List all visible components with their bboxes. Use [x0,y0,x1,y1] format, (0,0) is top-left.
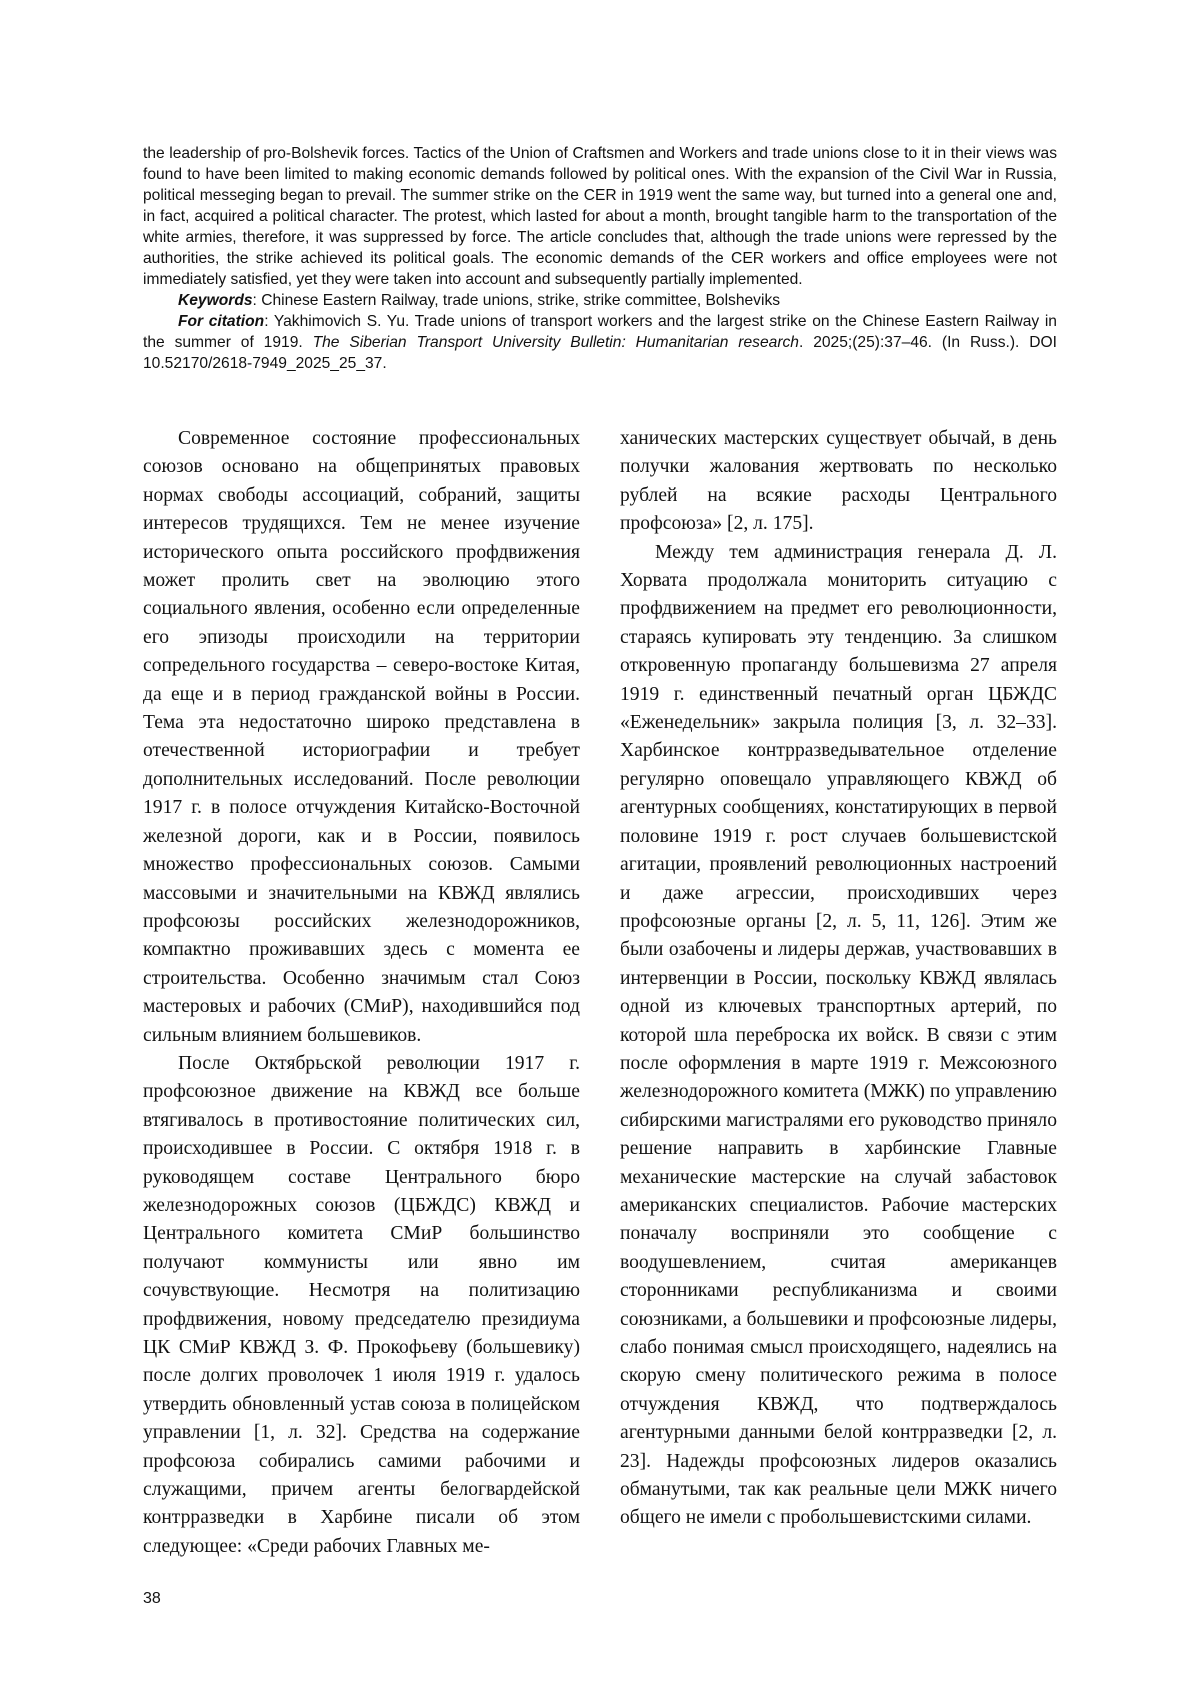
citation-label: For citation [178,313,265,330]
article-body [143,425,1057,1561]
citation-tail: . 2025;(25):37–46. (In Russ.). DOI 10.52170/2618-7949_2025_25_37. [143,334,1057,372]
citation-line [143,311,1057,374]
paragraph-continuation: ханических мастерских существует обычай, в день получки жалования жертвовать по несколько рублей на всякие расходы Центрального профсоюза» [2, л. 175]. [620,428,1057,535]
citation-journal: The Siberian Transport University Bulletin: Humanitarian research [312,334,799,351]
left-column [143,425,580,1561]
paragraph: Современное состояние профессиональных союзов основано на общепринятых правовых нормах свободы ассоциаций, собраний, защиты интересов трудящихся. Тем не менее изучение исторического опыта российского профдвижения может пролить свет на эволюцию этого социального явления, особенно если определенные его эпизоды происходили на территории сопредельного государства – северо-востоке Китая, да еще и в период гражданской войны в России. Тема эта недостаточно широко представлена в отечественной историографии и требует дополнительных исследований. После революции 1917 г. в полосе отчуждения Китайско-Восточной железной дороги, как и в России, появилось множество профессиональных союзов. Самыми массовыми и значительными на КВЖД являлись профсоюзы российских железнодорожников, компактно проживавших здесь с момента ее строительства. Особенно значимым стал Союз мастеровых и рабочих (СМиР), находившийся под сильным влиянием большевиков. [143,428,580,1046]
keywords-text: : Chinese Eastern Railway, trade unions, strike, strike committee, Bolsheviks [252,292,781,309]
keywords-label: Keywords [178,292,253,309]
keywords-line [143,290,1057,311]
right-column [620,425,1057,1561]
paragraph: Между тем администрация генерала Д. Л. Хорвата продолжала мониторить ситуацию с профдвижением на предмет его революционности, стараясь купировать эту тенденцию. За слишком откровенную пропаганду большевизма 27 апреля 1919 г. единственный печатный орган ЦБЖДС «Еженедельник» закрыла полиция [3, л. 32–33]. Харбинское контрразведывательное отделение регулярно оповещало управляющего КВЖД об агентурных сообщениях, констатирующих в первой половине 1919 г. рост случаев большевистской агитации, проявлений революционных настроений и даже агрессии, происходивших через профсоюзные органы [2, л. 5, 11, 126]. Этим же были озабочены и лидеры держав, участвовавших в интервенции в России, поскольку КВЖД являлась одной из ключевых транспортных артерий, по которой шла переброска их войск. В связи с этим после оформления в марте 1919 г. Межсоюзного железнодорожного комитета (МЖК) по управлению сибирскими магистралями его руководство приняло решение направить в харбинские Главные механические мастерские на случай забастовок американских специалистов. Рабочие мастерских поначалу восприняли это сообщение с воодушевлением, считая американцев сторонниками республиканизма и своими союзниками, а большевики и профсоюзные лидеры, слабо понимая смысл происходящего, надеялись на скорую смену политического режима в полосе отчуждения КВЖД, что подтверждалось агентурными данными белой контрразведки [2, л. 23]. Надежды профсоюзных лидеров оказались обманутыми, так как реальные цели МЖК ничего общего не имели с пробольшевистскими силами. [620,541,1057,1529]
abstract-section [143,143,1057,374]
page-number: 38 [143,1590,161,1607]
citation-text: : Yakhimovich S. Yu. Trade unions of transport workers and the largest strike on the Chinese Eastern Railway in the summer of 1919. [143,313,1057,351]
paragraph: После Октябрьской революции 1917 г. профсоюзное движение на КВЖД все больше втягивалось в противостояние политических сил, происходившее в России. С октября 1918 г. в руководящем составе Центрального бюро железнодорожных союзов (ЦБЖДС) КВЖД и Центрального комитета СМиР большинство получают коммунисты или явно им сочувствующие. Несмотря на политизацию профдвижения, новому председателю президиума ЦК СМиР КВЖД З. Ф. Прокофьеву (большевику) после долгих проволочек 1 июля 1919 г. удалось утвердить обновленный устав союза в полицейском управлении [1, л. 32]. Средства на содержание профсоюза собирались самими рабочими и служащими, причем агенты белогвардейской контрразведки в Харбине писали об этом следующее: «Среди рабочих Главных ме- [143,1052,580,1557]
abstract-continuation: the leadership of pro-Bolshevik forces. Tactics of the Union of Craftsmen and Workers and trade unions close to it in their views was found to have been limited to making economic demands followed by political ones. With the expansion of the Civil War in Russia, political messeging began to prevail. The summer strike on the CER in 1919 went the same way, but turned into a general one and, in fact, acquired a political character. The protest, which lasted for about a month, brought tangible harm to the transportation of the white armies, therefore, it was suppressed by force. The article concludes that, although the trade unions were repressed by the authorities, the strike achieved its political goals. The economic demands of the CER workers and office employees were not immediately satisfied, yet they were taken into account and subsequently partially implemented. [143,145,1057,288]
